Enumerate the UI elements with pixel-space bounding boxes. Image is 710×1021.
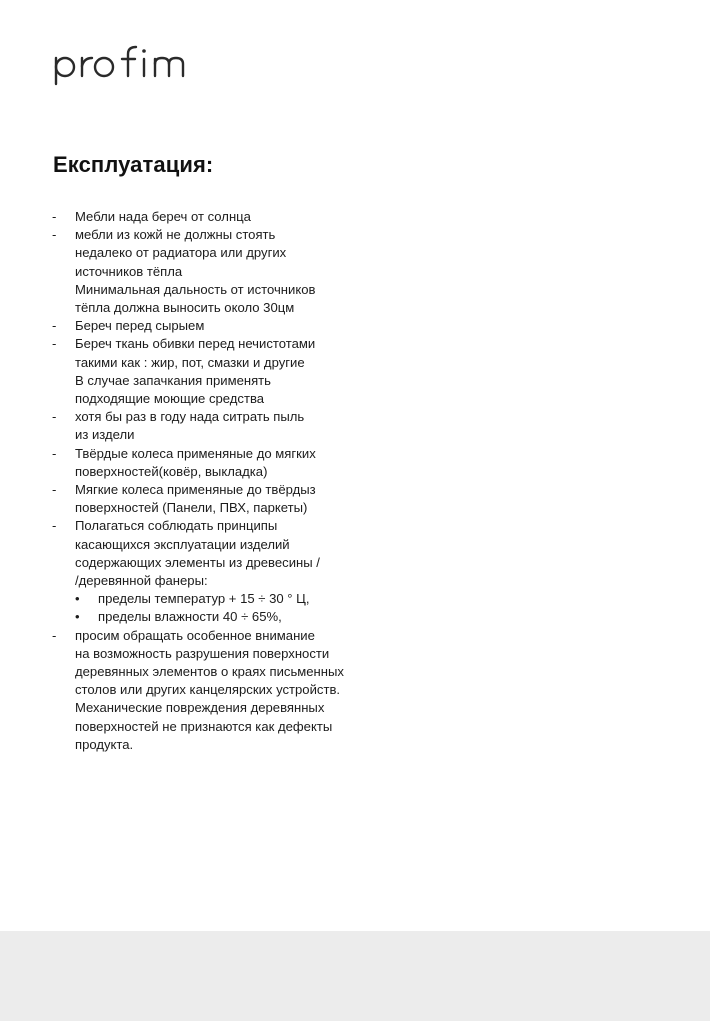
dash-marker: - (52, 336, 57, 352)
list-item-line: касающихся эксплуатации изделий (75, 536, 290, 552)
list-item-line: В случае запачкания применять (75, 372, 272, 388)
dash-marker: - (52, 409, 57, 425)
list-item-line: столов или других канцелярских устройств. (75, 682, 341, 698)
dash-marker: - (52, 209, 57, 224)
list-item-line: поверхностей(ковёр, выкладка) (75, 463, 268, 479)
bullet-dot: • (75, 609, 80, 625)
list-item-line: источников тёпла (75, 263, 183, 279)
list-item-line: тёпла должна выносить около 30цм (75, 300, 295, 316)
dash-marker: - (52, 445, 57, 461)
sub-bullet (75, 590, 372, 608)
list-item-line: Мебли нада береч от солнца (75, 209, 251, 224)
list-item-line: Мягкие колеса применяные до твёрдыз (75, 482, 316, 498)
sub-bullet-text: пределы влажности 40 ÷ 65%, (98, 609, 282, 625)
list-item (52, 408, 372, 444)
footer-band (0, 931, 710, 1021)
list-item-line: Минимальная дальность от источников (75, 281, 316, 297)
list-item (52, 226, 372, 317)
sub-bullet-text: пределы температур + 15 ÷ 30 ° Ц, (98, 591, 310, 607)
sub-bullet (75, 608, 372, 626)
list-item-line: на возможность разрушения поверхности (75, 645, 330, 661)
list-item (52, 517, 372, 626)
list-item-line: Твёрдые колеса применяные до мягких (75, 445, 316, 461)
list-item-line: из издели (75, 427, 135, 443)
list-item-line: недалеко от радиатора или других (75, 245, 287, 261)
list-item (52, 208, 372, 226)
list-item-line: деревянных элементов о краях письменных (75, 664, 344, 680)
dash-marker: - (52, 627, 57, 643)
list-item-line: продукта. (75, 736, 134, 752)
list-item-line: Механические повреждения деревянных (75, 700, 325, 716)
instructions-list (52, 208, 372, 754)
list-item (52, 317, 372, 335)
list-item-line: такими как : жир, пот, смазки и другие (75, 354, 305, 370)
list-item-line: мебли из кожй не должны стоять (75, 227, 276, 243)
list-item-line: поверхностей не признаются как дефекты (75, 718, 333, 734)
list-item-line: просим обращать особенное внимание (75, 627, 315, 643)
dash-marker: - (52, 318, 57, 334)
list-item-line: содержающих элементы из древесины / (75, 554, 320, 570)
bullet-dot: • (75, 591, 80, 607)
list-item-line: хотя бы раз в году нада ситрать пыль (75, 409, 305, 425)
list-item-line: подходящие моющие средства (75, 391, 265, 407)
dash-marker: - (52, 227, 57, 243)
profim-logo (52, 40, 192, 90)
list-item (52, 627, 372, 754)
list-item (52, 481, 372, 517)
list-item (52, 335, 372, 408)
list-item (52, 445, 372, 481)
list-item-line: /деревянной фанеры: (75, 573, 208, 589)
list-item-line: поверхностей (Панели, ПВХ, паркеты) (75, 500, 308, 516)
dash-marker: - (52, 482, 57, 498)
list-item-line: Полагаться соблюдать принципы (75, 518, 278, 534)
list-item-line: Береч ткань обивки перед нечистотами (75, 336, 316, 352)
dash-marker: - (52, 518, 57, 534)
list-item-line: Береч перед сырыем (75, 318, 205, 334)
page-title: Експлуатация: (53, 152, 214, 177)
